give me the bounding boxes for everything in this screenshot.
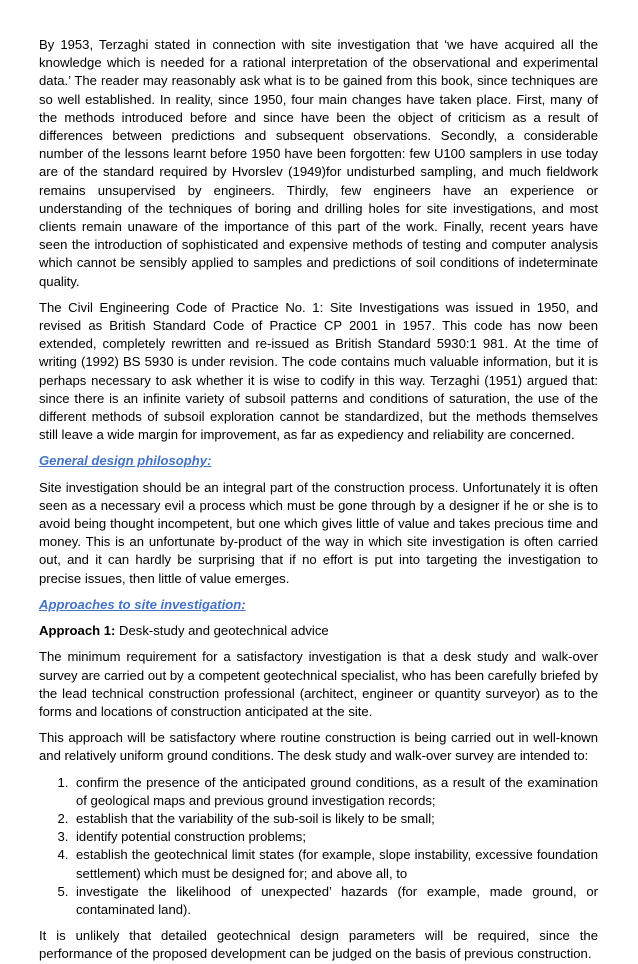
approach-1-label: Approach 1: <box>39 623 116 639</box>
intro-paragraph: By 1953, Terzaghi stated in connection with site investigation that ‘we have acquired all the knowledge which is needed for a rational interpretation of the observational and experimental data.’ The reader may reasonably ask what is to be gained from this book, since techniques are so well established. In reality, since 1950, four main changes have taken place. First, many of the methods introduced before and since have been the object of criticism as a result of differences between predictions and subsequent observations. Secondly, a considerable number of the lessons learnt before 1950 have been forgotten: few U100 samplers in use today are of the standard required by Hvorslev (1949)for undisturbed sampling, and much fieldwork remains unsupervised by engineers. Thirdly, few engineers have an experience or understanding of the techniques of boring and drilling holes for site investigations, and most clients remain unaware of the importance of this part of the work. Finally, recent years have seen the introduction of sophisticated and expensive methods of testing and computer analysis which cannot be sensibly applied to samples and predictions of soil conditions of indeterminate quality. <box>39 37 598 289</box>
code-of-practice-paragraph: The Civil Engineering Code of Practice No. 1: Site Investigations was issued in 1950, and revised as British Standard Code of Practice CP 2001 in 1957. This code has now been extended, completely rewritten and re-issued as British Standard 5930:1 981. At the time of writing (1992) BS 5930 is under revision. The code contains much valuable information, but it is perhaps necessary to ask whether it is wise to codify in this way. Terzaghi (1951) argued that: since there is an infinite variety of subsoil patterns and conditions of saturation, the use of the different methods of subsoil exploration cannot be standardized, but the methods themselves still leave a wide margin for improvement, as far as expediency and reliability are concerned. <box>39 299 598 443</box>
section-heading-approaches: Approaches to site investigation: <box>39 596 246 612</box>
section-heading-design-philosophy: General design philosophy: <box>39 453 212 469</box>
approach-1-line <box>39 622 598 640</box>
desk-study-objectives-list <box>39 774 598 920</box>
design-parameters-paragraph: It is unlikely that detailed geotechnical design parameters will be required, since the performance of the proposed development can be judged on the basis of previous construction. <box>39 928 598 962</box>
approach-1-title: Desk-study and geotechnical advice <box>115 623 329 639</box>
list-item: 3. identify potential construction problems; <box>72 828 598 846</box>
design-philosophy-paragraph: Site investigation should be an integral part of the construction process. Unfortunately it is often seen as a necessary evil a process which must be gone through by a designer if he or she is to avoid being thought incompetent, but one which gives little of value and takes precious time and money. This is an unfortunate by-product of the way in which site investigation is often carried out, and it can hardly be surprising that if no effort is put into targeting the investigation to precise issues, then little of value emerges. <box>39 479 598 586</box>
list-item: 4. establish the geotechnical limit states (for example, slope instability, excessive foundation settlement) which must be designed for; and above all, to <box>72 846 598 882</box>
list-item: 5. investigate the likelihood of unexpected’ hazards (for example, made ground, or contaminated land). <box>72 883 598 919</box>
list-item: 2. establish that the variability of the sub-soil is likely to be small; <box>72 810 598 828</box>
minimum-requirement-paragraph: The minimum requirement for a satisfactory investigation is that a desk study and walk-over survey are carried out by a competent geotechnical specialist, who has been carefully briefed by the lead technical construction professional (architect, engineer or quantity surveyor) as to the forms and locations of construction anticipated at the site. <box>39 649 598 719</box>
list-item: 1. confirm the presence of the anticipated ground conditions, as a result of the examination of geological maps and previous ground investigation records; <box>72 774 598 810</box>
approach-suitability-paragraph: This approach will be satisfactory where routine construction is being carried out in well-known and relatively uniform ground conditions. The desk study and walk-over survey are intended to: <box>39 730 598 764</box>
